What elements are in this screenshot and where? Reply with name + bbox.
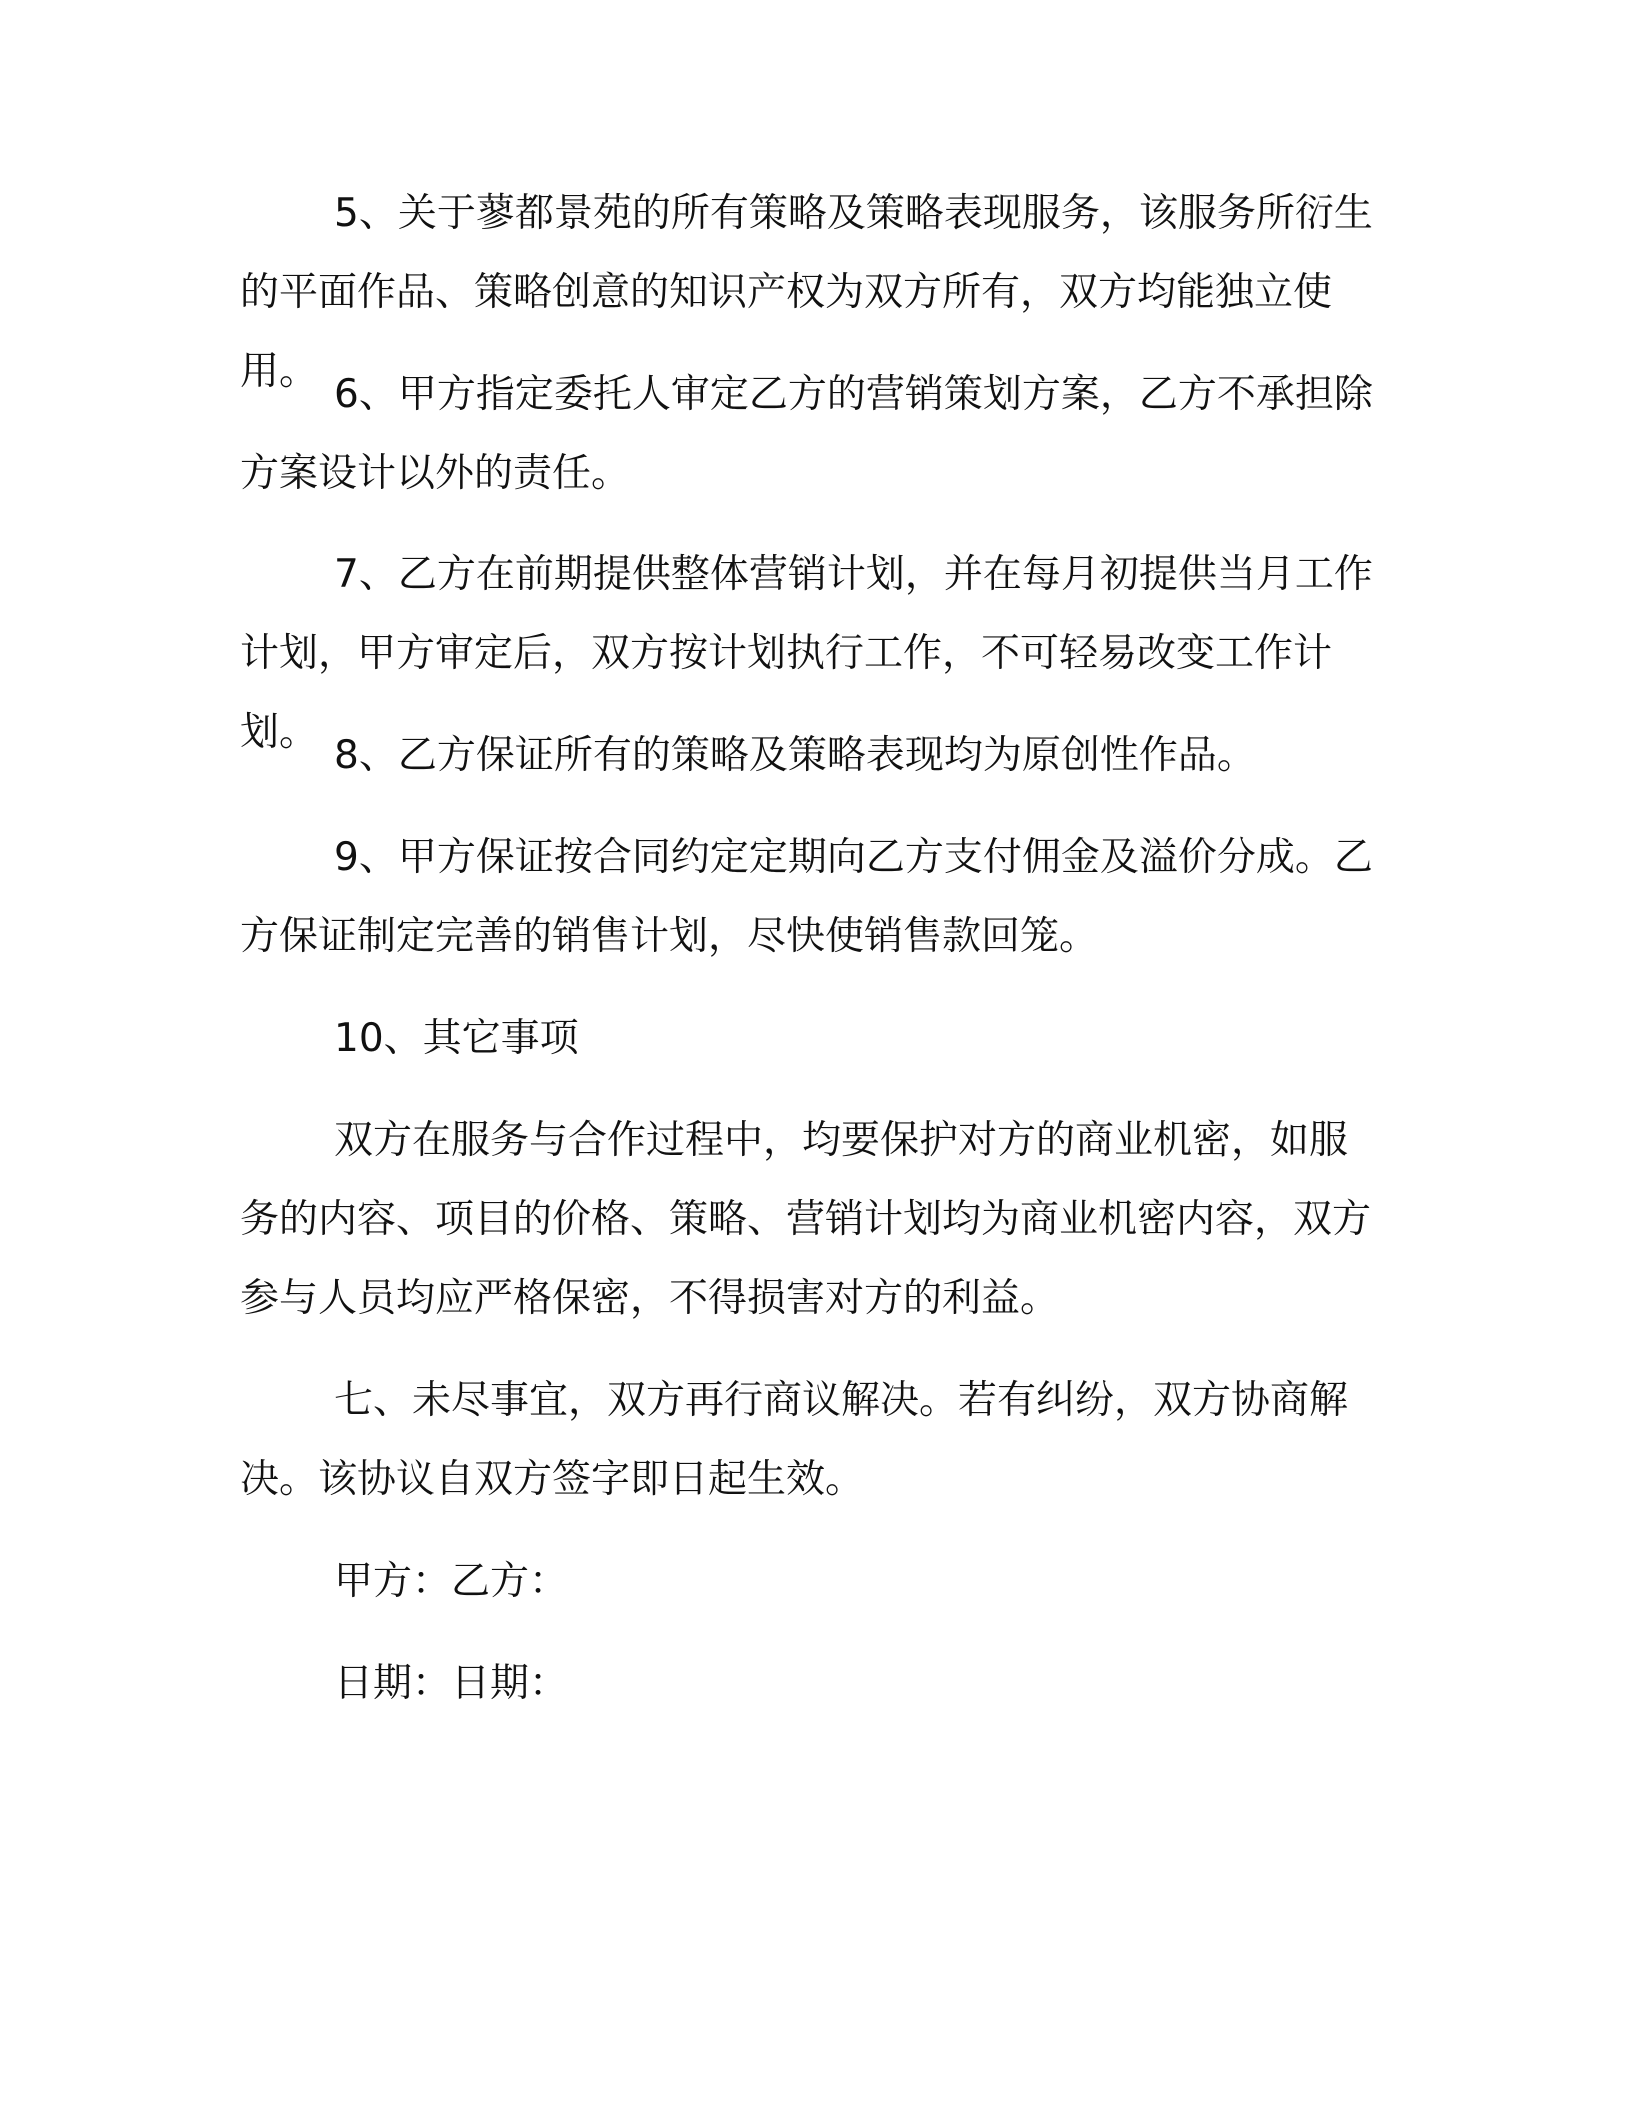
signature-dates-line: 日期：日期： bbox=[334, 1661, 569, 1706]
clause-5-paragraph: 5、关于蓼都景苑的所有策略及策略表现服务，该服务所衍生的平面作品、策略创意的知识产权为双方所有，双方均能独立使用。 bbox=[240, 191, 1373, 394]
confidentiality-paragraph: 双方在服务与合作过程中，均要保护对方的商业机密，如服务的内容、项目的价格、策略、营销计划均为商业机密内容，双方参与人员均应严格保密，不得损害对方的利益。 bbox=[240, 1118, 1372, 1321]
signature-parties-line: 甲方：乙方： bbox=[334, 1559, 569, 1604]
clause-7-paragraph: 7、乙方在前期提供整体营销计划，并在每月初提供当月工作计划，甲方审定后，双方按计划执行工作，不可轻易改变工作计划。 bbox=[240, 552, 1373, 755]
section-7-paragraph: 七、未尽事宜，双方再行商议解决。若有纠纷，双方协商解决。该协议自双方签字即日起生效。 bbox=[240, 1378, 1349, 1502]
clause-9-paragraph: 9、甲方保证按合同约定定期向乙方支付佣金及溢价分成。乙方保证制定完善的销售计划，尽快使销售款回笼。 bbox=[240, 835, 1373, 959]
clause-6-paragraph: 6、甲方指定委托人审定乙方的营销策划方案，乙方不承担除方案设计以外的责任。 bbox=[240, 372, 1373, 496]
clause-8-paragraph: 8、乙方保证所有的策略及策略表现均为原创性作品。 bbox=[334, 733, 1256, 778]
clause-10-heading: 10、其它事项 bbox=[334, 1016, 579, 1061]
